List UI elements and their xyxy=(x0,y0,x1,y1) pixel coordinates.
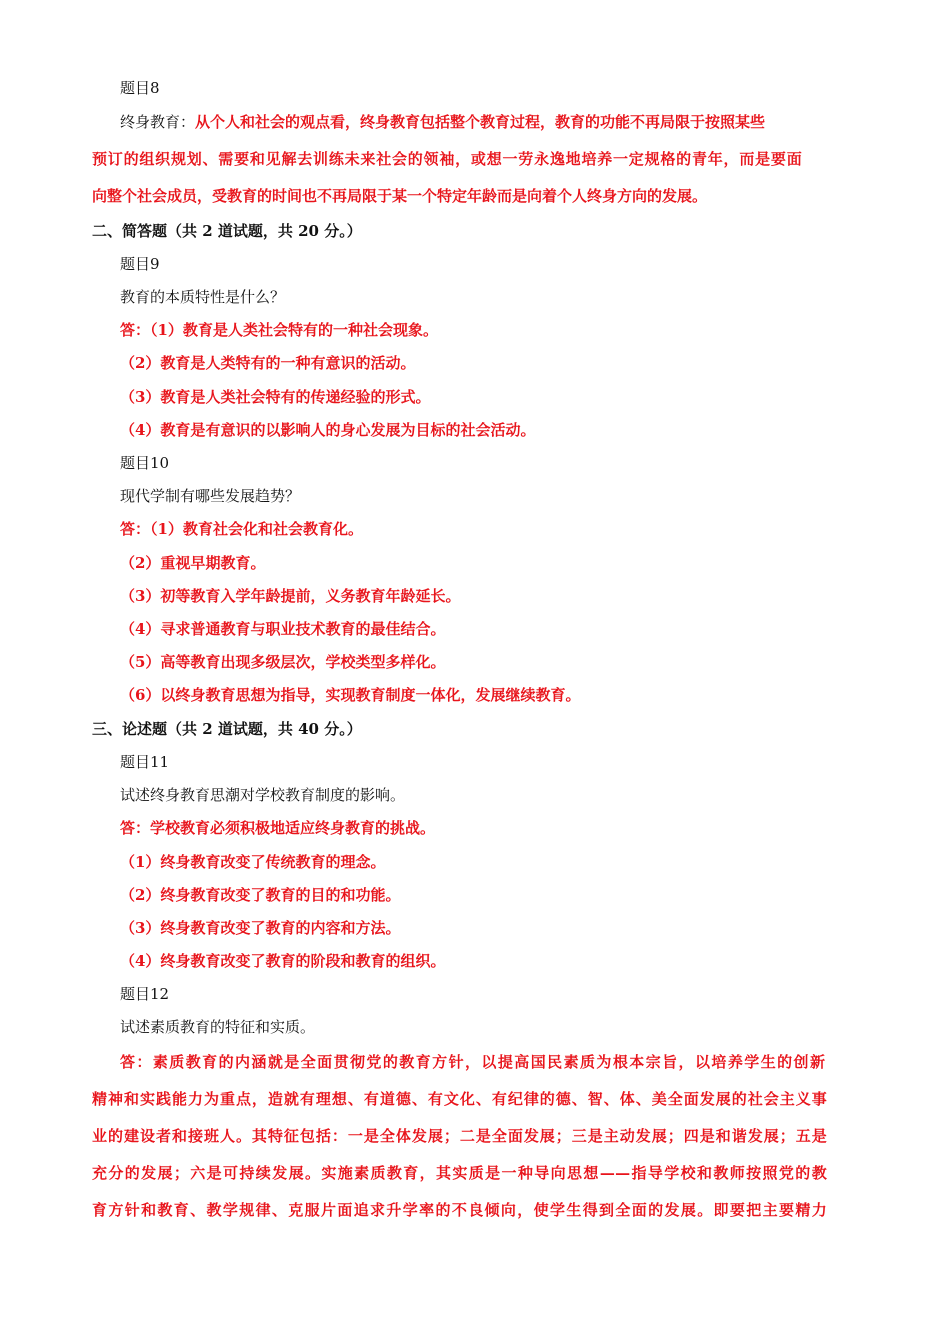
q9-question: 教育的本质特性是什么？ xyxy=(120,288,286,306)
q8-definition-text: 从个人和社会的观点看，终身教育包括整个教育过程，教育的功能不再局限于按照某些 xyxy=(195,113,766,131)
q12-question: 试述素质教育的特征和实质。 xyxy=(120,1018,316,1036)
section-heading-essay: 三、论述题（共 2 道试题，共 40 分。） xyxy=(92,720,362,738)
q10-answer-line: （3）初等教育入学年龄提前，义务教育年龄延长。 xyxy=(120,587,461,605)
q12-answer-line: 育方针和教育、教学规律、克服片面追求升学率的不良倾向，使学生得到全面的发展。即要把主要精力 xyxy=(92,1201,827,1219)
q9-answer-line: （4）教育是有意识的以影响人的身心发展为目标的社会活动。 xyxy=(120,421,536,439)
q12-answer-line: 精神和实践能力为重点，造就有理想、有道德、有文化、有纪律的德、智、体、美全面发展的社会主义事 xyxy=(92,1090,827,1108)
q10-answer-line: （6）以终身教育思想为指导，实现教育制度一体化，发展继续教育。 xyxy=(120,686,581,704)
q9-title: 题目9 xyxy=(120,255,160,273)
q11-answer-line: （2）终身教育改变了教育的目的和功能。 xyxy=(120,886,401,904)
section-heading-short-answer: 二、简答题（共 2 道试题，共 20 分。） xyxy=(92,222,362,240)
q8-definition-line-3: 向整个社会成员，受教育的时间也不再局限于某一个特定年龄而是向着个人终身方向的发展。 xyxy=(92,187,708,205)
q11-answer-line: （1）终身教育改变了传统教育的理念。 xyxy=(120,853,386,871)
q10-answer-line: 答：（1）教育社会化和社会教育化。 xyxy=(120,520,363,538)
q11-title: 题目11 xyxy=(120,753,170,771)
q12-answer-line: 业的建设者和接班人。其特征包括：一是全体发展；二是全面发展；三是主动发展；四是和谐发展；五是 xyxy=(92,1127,827,1145)
q8-definition-line-2: 预订的组织规划、需要和见解去训练未来社会的领袖，或想一劳永逸地培养一定规格的青年，而是要面 xyxy=(92,150,802,168)
q11-question: 试述终身教育思潮对学校教育制度的影响。 xyxy=(120,786,406,804)
q8-definition-line-1 xyxy=(120,111,765,133)
q12-title: 题目12 xyxy=(120,985,170,1003)
q8-term: 终身教育： xyxy=(120,113,196,131)
q8-title: 题目8 xyxy=(120,79,160,97)
q11-answer-line: （4）终身教育改变了教育的阶段和教育的组织。 xyxy=(120,952,446,970)
q11-answer-line: 答：学校教育必须积极地适应终身教育的挑战。 xyxy=(120,819,436,837)
q10-title: 题目10 xyxy=(120,454,170,472)
q10-answer-line: （4）寻求普通教育与职业技术教育的最佳结合。 xyxy=(120,620,446,638)
q9-answer-line: （3）教育是人类社会特有的传递经验的形式。 xyxy=(120,388,431,406)
q10-answer-line: （2）重视早期教育。 xyxy=(120,554,266,572)
q12-answer-line: 充分的发展；六是可持续发展。实施素质教育，其实质是一种导向思想——指导学校和教师按照党的教 xyxy=(92,1164,827,1182)
q10-question: 现代学制有哪些发展趋势？ xyxy=(120,487,301,505)
q9-answer-line: （2）教育是人类特有的一种有意识的活动。 xyxy=(120,354,416,372)
q10-answer-line: （5）高等教育出现多级层次，学校类型多样化。 xyxy=(120,653,446,671)
q9-answer-line: 答：（1）教育是人类社会特有的一种社会现象。 xyxy=(120,321,438,339)
q11-answer-line: （3）终身教育改变了教育的内容和方法。 xyxy=(120,919,401,937)
q12-answer-line: 答：素质教育的内涵就是全面贯彻党的教育方针，以提高国民素质为根本宗旨，以培养学生的创新 xyxy=(120,1053,825,1071)
